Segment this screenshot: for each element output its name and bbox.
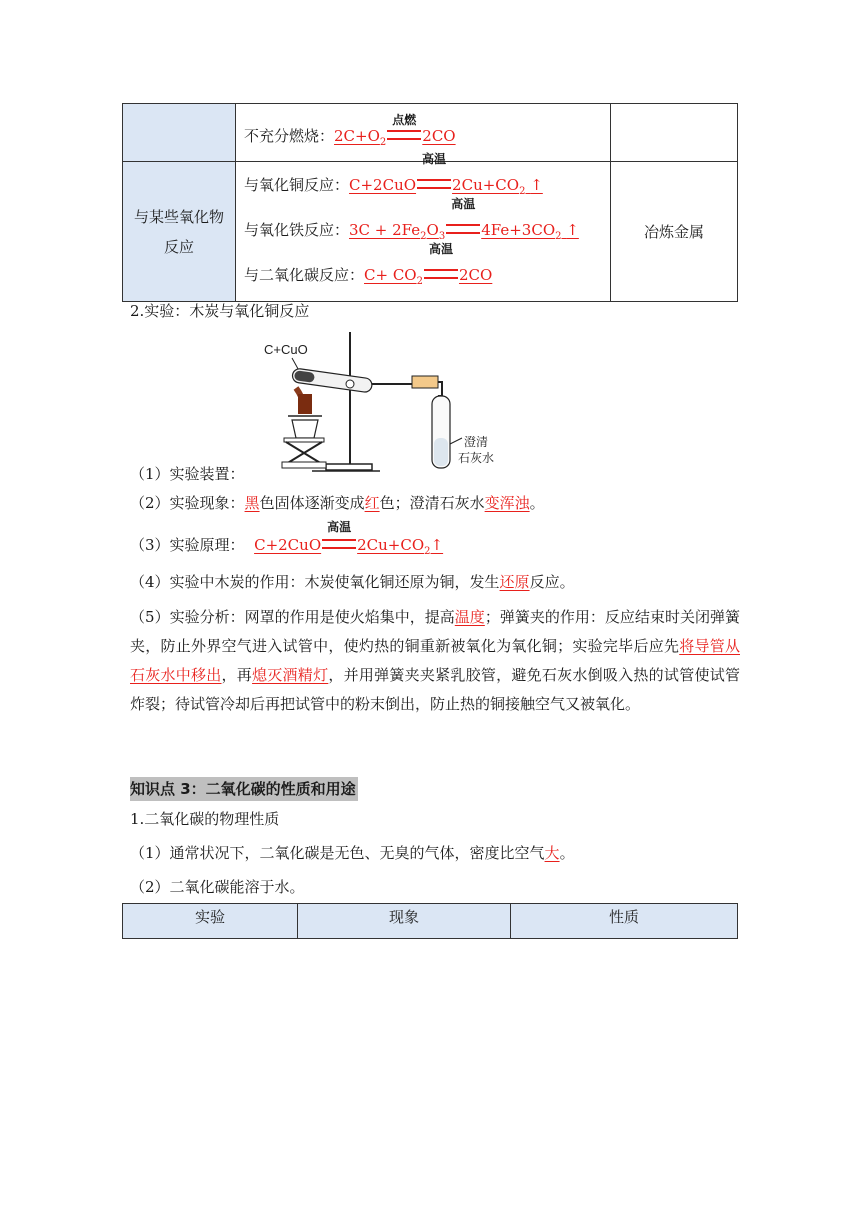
section-2-title: 2.实验：木炭与氧化铜反应 — [130, 302, 310, 320]
co2-experiment-table — [122, 903, 738, 939]
reaction-line-co2: 与二氧化碳反应：$C+ CO_2$ 高温 2CO — [244, 242, 493, 287]
table-cell-use: 冶炼金属 — [611, 162, 738, 302]
table-cell-category: 与某些氧化物反应 — [123, 162, 236, 302]
table-cell-incomplete-combustion: 不充分燃烧：$2C+O_2$ 点燃 2CO — [236, 104, 611, 162]
item-5-analysis: （5）实验分析：网罩的作用是使火焰集中，提高温度；弹簧夹的作用：反应结束时关闭弹簧夹，防止外界空气进入试管中，使灼热的铜重新被氧化为氧化铜；实验完毕后应先将导管从石灰水中移出，再熄灭酒精灯，并用弹簧夹夹紧乳胶管，避免石灰水倒吸入热的试管使试管炸裂；待试管冷却后再把试管中的粉末倒出，防止热的铜接触空气又被氧化。 — [130, 608, 740, 713]
section-3-sub-1: 1.二氧化碳的物理性质 — [130, 810, 280, 828]
equation-incomplete-combustion: $2C+O_2$ 点燃 2CO — [334, 113, 456, 148]
section-3-para-2: （2）二氧化碳能溶于水。 — [130, 878, 305, 896]
figure-label-limewater: 石灰水 — [458, 451, 495, 465]
reaction-line-cuo: 与氧化铜反应：C+2CuO 高温 $2Cu+CO_2$ ↑ — [244, 152, 543, 197]
figure-label-c-cuo: C+CuO — [264, 342, 308, 357]
apparatus-figure — [262, 326, 514, 476]
table-cell-empty-use — [611, 104, 738, 162]
item-2-phenomenon: （2）实验现象：黑色固体逐渐变成红色；澄清石灰水变浑浊。 — [130, 494, 545, 512]
table-cell-empty-label — [123, 104, 236, 162]
item-1-apparatus: （1）实验装置： — [130, 465, 245, 483]
item-4-role: （4）实验中木炭的作用：木炭使氧化铜还原为铜，发生还原反应。 — [130, 573, 575, 591]
table-cell-oxide-reactions — [236, 152, 611, 302]
table-header-property: 性质 — [511, 904, 738, 939]
reaction-line-fe2o3: 与氧化铁反应：$3C + 2Fe_2O_3$ 高温 $4Fe+3CO_2$ ↑ — [244, 197, 579, 242]
item-3-principle: （3）实验原理： C+2CuO 高温 $2Cu+CO_2↑$ — [130, 520, 444, 557]
carbon-properties-table — [122, 103, 738, 302]
figure-label-clear: 澄清 — [464, 435, 489, 449]
knowledge-point-3-heading: 知识点 3：二氧化碳的性质和用途 — [130, 777, 358, 801]
table-header-phenomenon: 现象 — [298, 904, 511, 939]
section-3-para-1: （1）通常状况下，二氧化碳是无色、无臭的气体，密度比空气大。 — [130, 844, 575, 862]
table-header-experiment: 实验 — [123, 904, 298, 939]
